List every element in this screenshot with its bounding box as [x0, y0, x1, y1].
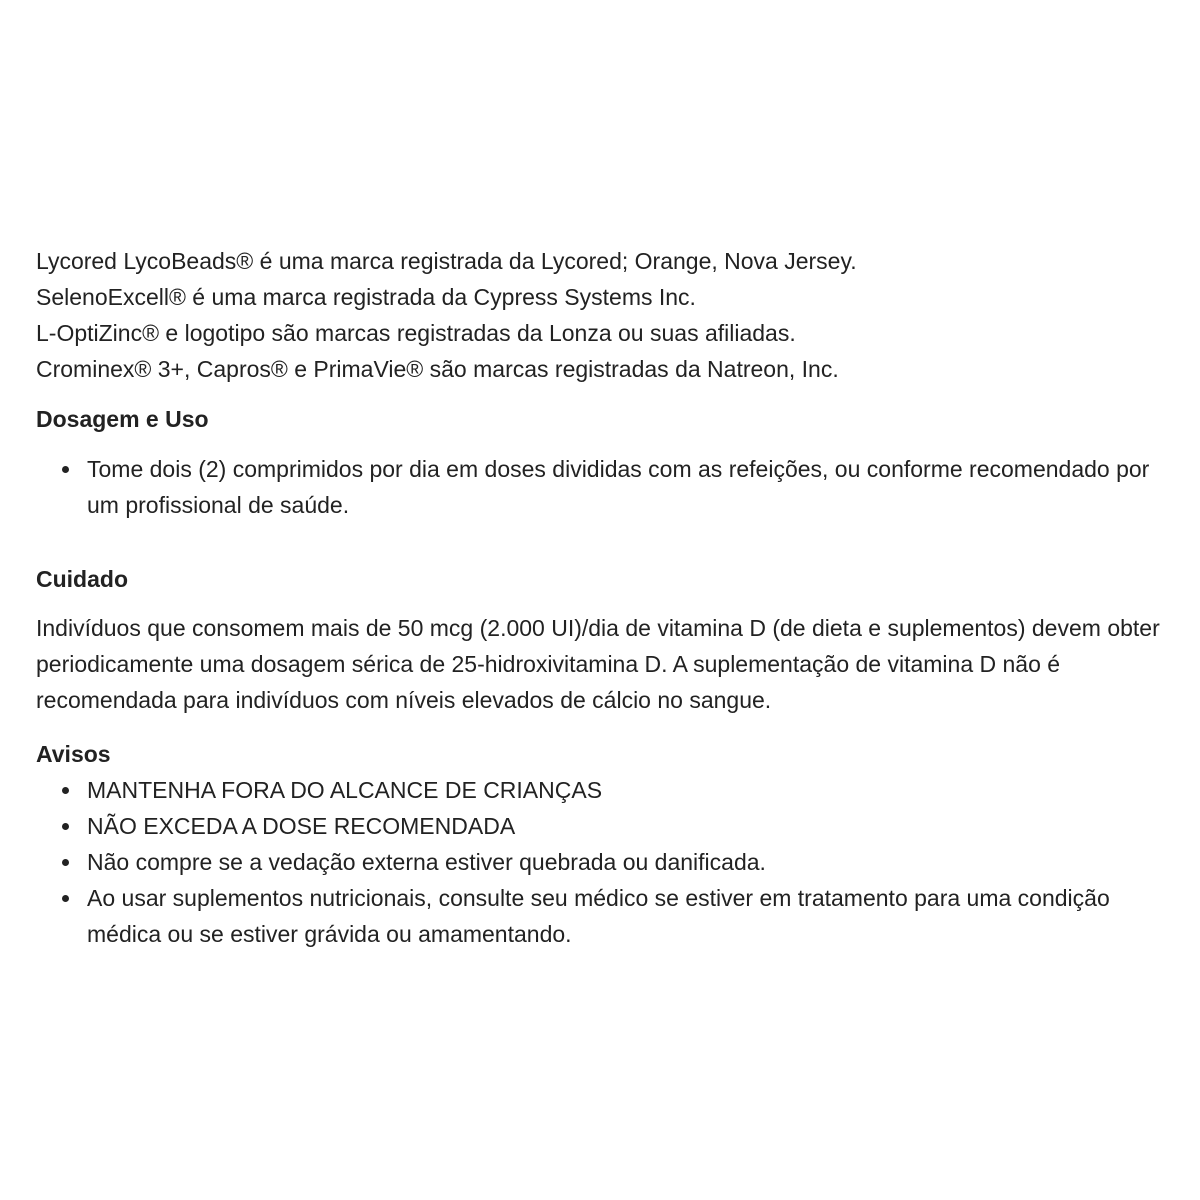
list-item: MANTENHA FORA DO ALCANCE DE CRIANÇAS — [87, 772, 1171, 808]
dosage-list — [36, 451, 1171, 523]
trademark-line: Crominex® 3+, Capros® e PrimaVie® são marcas registradas da Natreon, Inc. — [36, 356, 839, 382]
caution-text: Indivíduos que consomem mais de 50 mcg (2.000 UI)/dia de vitamina D (de dieta e suplementos) devem obter periodicamente uma dosagem sérica de 25-hidroxivitamina D. A suplementação de vitamina D não é recomendada para indivíduos com níveis elevados de cálcio no sangue. — [36, 615, 1160, 713]
dosage-heading: Dosagem e Uso — [36, 406, 209, 432]
warnings-heading: Avisos — [36, 741, 111, 767]
warnings-list — [36, 772, 1171, 952]
trademark-line: SelenoExcell® é uma marca registrada da Cypress Systems Inc. — [36, 284, 696, 310]
trademark-line: L-OptiZinc® e logotipo são marcas registradas da Lonza ou suas afiliadas. — [36, 320, 796, 346]
trademark-notices — [36, 243, 1171, 387]
trademark-line: Lycored LycoBeads® é uma marca registrada da Lycored; Orange, Nova Jersey. — [36, 248, 857, 274]
list-item: Tome dois (2) comprimidos por dia em doses divididas com as refeições, ou conforme recomendado por um profissional de saúde. — [87, 451, 1171, 523]
list-item: Ao usar suplementos nutricionais, consulte seu médico se estiver em tratamento para uma condição médica ou se estiver grávida ou amamentando. — [87, 880, 1171, 952]
list-item: NÃO EXCEDA A DOSE RECOMENDADA — [87, 808, 1171, 844]
caution-heading: Cuidado — [36, 566, 128, 592]
product-info-content — [36, 243, 1171, 952]
list-item: Não compre se a vedação externa estiver quebrada ou danificada. — [87, 844, 1171, 880]
